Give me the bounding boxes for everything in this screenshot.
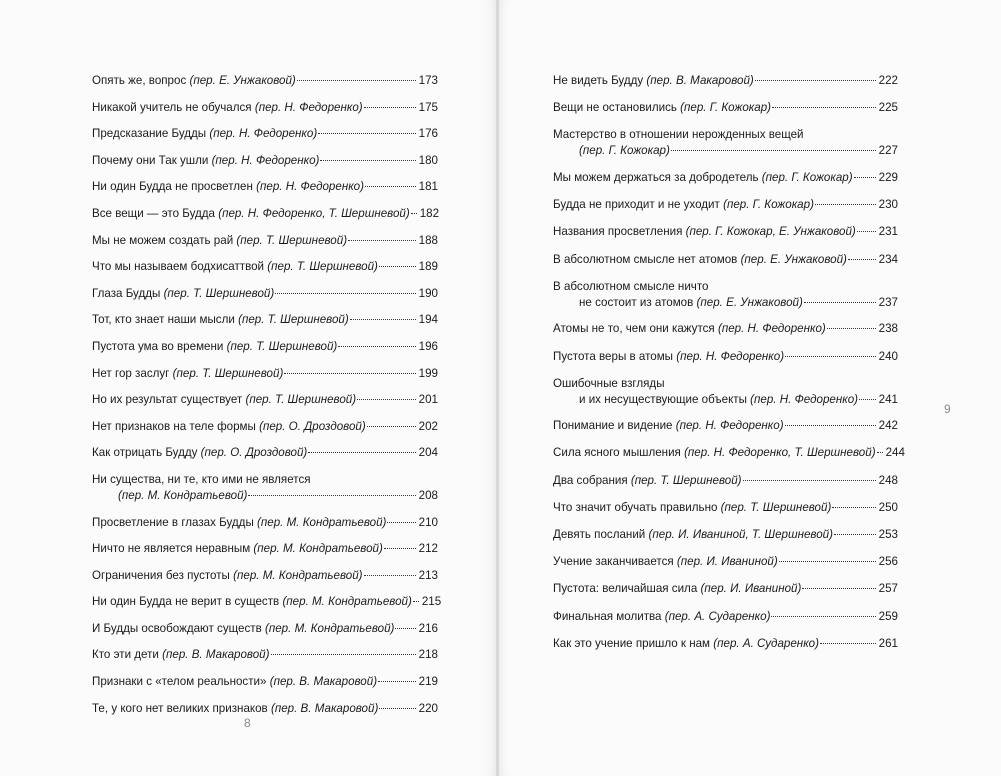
toc-entry-translator: (пер. Н. Федоренко) xyxy=(209,127,318,141)
toc-entry-leader xyxy=(364,575,416,576)
toc-entry xyxy=(92,647,438,663)
toc-entry-title: Что мы называем бодхисаттвой xyxy=(92,260,265,274)
toc-entry-translator: (пер. Н. Федоренко) xyxy=(750,392,859,406)
toc-entry-line xyxy=(553,100,898,116)
toc-entry-line xyxy=(92,312,438,328)
toc-entry-translator: (пер. Е. Унжаковой) xyxy=(189,74,296,87)
toc-entry-line xyxy=(92,153,438,169)
toc-entry-page: 175 xyxy=(418,100,438,114)
toc-entry-leader xyxy=(802,588,875,589)
toc-entry-leader xyxy=(772,107,876,108)
toc-entry-line xyxy=(92,419,438,435)
toc-entry-leader xyxy=(413,601,419,602)
toc-entry-translator: (пер. Т. Шершневой) xyxy=(226,339,338,353)
toc-entry xyxy=(92,541,438,557)
toc-entry-line xyxy=(553,418,898,434)
toc-entry-translator: (пер. И. Иваниной) xyxy=(700,582,802,596)
right-page-number: 9 xyxy=(944,402,951,416)
toc-entry-line xyxy=(553,473,898,489)
toc-entry-title: Ни один Будда не просветлен xyxy=(92,180,253,194)
toc-entry-title: Опять же, вопрос xyxy=(92,74,187,87)
toc-entry-title: Понимание и видение xyxy=(553,419,673,433)
toc-entry xyxy=(92,73,438,89)
toc-entry-title: Все вещи — это Будда xyxy=(92,206,215,220)
toc-entry-line xyxy=(553,197,898,213)
toc-entry-title: И Будды освобождают существ xyxy=(92,621,262,635)
toc-entry-page: 227 xyxy=(878,144,898,158)
toc-entry xyxy=(553,349,898,365)
toc-entry xyxy=(92,153,438,169)
toc-entry xyxy=(92,674,438,690)
toc-entry-line xyxy=(553,224,898,240)
toc-entry-page: 231 xyxy=(878,225,898,239)
toc-entry-title: Нет гор заслуг xyxy=(92,366,170,380)
toc-entry-leader xyxy=(379,708,415,709)
toc-entry-page: 176 xyxy=(418,127,438,141)
toc-entry xyxy=(92,568,438,584)
toc-entry-leader xyxy=(848,259,876,260)
toc-entry-title: Пустота: величайшая сила xyxy=(553,582,698,596)
toc-entry-title: Как отрицать Будду xyxy=(92,446,198,460)
toc-entry-page: 202 xyxy=(418,419,438,433)
toc-entry-translator: (пер. Т. Шершневой) xyxy=(238,313,349,327)
toc-entry-line xyxy=(553,500,898,516)
toc-entry xyxy=(92,366,438,382)
toc-entry-line xyxy=(92,515,438,531)
toc-entry-line xyxy=(92,488,438,504)
toc-entry-leader xyxy=(357,399,416,400)
toc-entry-translator: (пер. Н. Федоренко) xyxy=(717,322,826,336)
toc-entry-leader xyxy=(815,204,876,205)
toc-entry-leader xyxy=(297,80,416,81)
toc-entry-line xyxy=(553,581,898,597)
toc-entry-translator: (пер. В. Макаровой) xyxy=(270,701,379,715)
toc-entry-leader xyxy=(771,616,875,617)
toc-entry-leader xyxy=(832,507,875,508)
toc-entry xyxy=(92,621,438,637)
toc-entry-page: 222 xyxy=(878,74,898,87)
toc-entry-translator: (пер. Г. Кожокар, Е. Унжаковой) xyxy=(685,225,856,239)
toc-entry-page: 230 xyxy=(878,198,898,212)
toc-entry-translator: (пер. Г. Кожокар) xyxy=(680,101,772,115)
toc-entry-page: 259 xyxy=(878,609,898,623)
toc-entry-page: 204 xyxy=(418,446,438,460)
toc-entry xyxy=(553,636,898,652)
toc-entry-line xyxy=(553,376,898,392)
toc-entry-page: 173 xyxy=(418,74,438,87)
toc-entry-title: Ничто не является неравным xyxy=(92,542,251,556)
toc-entry xyxy=(92,339,438,355)
toc-entry xyxy=(553,376,898,408)
toc-entry-line xyxy=(553,295,898,311)
toc-entry-leader xyxy=(671,150,876,151)
toc-entry-line xyxy=(92,647,438,663)
toc-entry-page: 215 xyxy=(421,595,442,609)
toc-entry-line xyxy=(92,286,438,302)
toc-entry xyxy=(553,224,898,240)
toc-entry-title: Почему они Так ушли xyxy=(92,153,209,167)
toc-entry-line xyxy=(553,170,898,186)
toc-entry-leader xyxy=(365,186,416,187)
toc-entry-leader xyxy=(378,681,416,682)
toc-entry-translator: (пер. Г. Кожокар) xyxy=(723,198,814,212)
toc-entry-translator: (пер. И. Иваниной) xyxy=(676,555,778,569)
toc-entry-leader xyxy=(248,495,415,496)
toc-entry-title: Ни существа, ни те, кто ими не является xyxy=(92,472,311,486)
toc-entry-page: 248 xyxy=(878,473,898,487)
toc-entry-line xyxy=(553,527,898,543)
toc-entry-page: 180 xyxy=(418,153,438,167)
toc-entry-line xyxy=(92,392,438,408)
toc-entry-translator: (пер. Н. Федоренко, Т. Шершневой) xyxy=(218,206,410,220)
toc-entry-translator: (пер. Н. Федоренко) xyxy=(676,349,785,363)
toc-entry-translator: (пер. Т. Шершневой) xyxy=(630,473,742,487)
toc-entry-title: Но их результат существует xyxy=(92,393,243,407)
toc-entry-title: Ошибочные взгляды xyxy=(553,376,665,390)
toc-entry-line xyxy=(92,73,438,89)
toc-entry-page: 189 xyxy=(418,260,438,274)
toc-entry-title: Мы не можем создать рай xyxy=(92,233,234,247)
toc-entry-line xyxy=(553,73,898,89)
toc-entry-leader xyxy=(785,356,876,357)
toc-entry xyxy=(92,701,438,717)
toc-entry-line xyxy=(92,206,438,222)
toc-entry-leader xyxy=(338,346,415,347)
toc-entry-title: Атомы не то, чем они кажутся xyxy=(553,322,715,336)
toc-entry-line xyxy=(553,392,898,408)
toc-entry-translator: (пер. М. Кондратьевой) xyxy=(253,542,383,556)
toc-entry-title: Будда не приходит и не уходит xyxy=(553,198,720,212)
toc-entry-line xyxy=(553,609,898,625)
toc-entry xyxy=(92,286,438,302)
toc-entry-page: 253 xyxy=(878,528,898,542)
toc-entry xyxy=(92,472,438,504)
toc-entry-translator: (пер. О. Дроздовой) xyxy=(200,446,308,460)
toc-entry-title: Никакой учитель не обучался xyxy=(92,100,252,114)
toc-entry-title: Ни один Будда не верит в существ xyxy=(92,595,280,609)
left-page-number: 8 xyxy=(244,716,251,730)
toc-entry-title: Признаки с «телом реальности» xyxy=(92,675,267,689)
toc-entry-line xyxy=(92,701,438,717)
toc-entry xyxy=(553,554,898,570)
toc-entry-page: 196 xyxy=(418,339,438,353)
toc-entry-leader xyxy=(348,240,416,241)
toc-entry-translator: (пер. Е. Унжаковой) xyxy=(696,295,803,309)
toc-entry-leader xyxy=(350,319,416,320)
toc-entry-leader xyxy=(367,426,416,427)
toc-entry-title-continued: не состоит из атомов xyxy=(579,295,694,309)
toc-entry-leader xyxy=(379,266,416,267)
toc-entry-translator: (пер. М. Кондратьевой) xyxy=(118,488,248,502)
toc-entry-page: 241 xyxy=(878,392,898,406)
toc-entry-page: 213 xyxy=(418,568,438,582)
toc-entry-title: Вещи не остановились xyxy=(553,101,677,115)
toc-entry-line xyxy=(553,554,898,570)
toc-entry-leader xyxy=(854,177,876,178)
toc-entry-line xyxy=(553,349,898,365)
toc-entry-line xyxy=(92,541,438,557)
toc-entry-translator: (пер. Н. Федоренко, Т. Шершневой) xyxy=(684,446,876,460)
toc-entry-title: Мы можем держаться за добродетель xyxy=(553,170,759,184)
toc-entry-title: Предсказание Будды xyxy=(92,127,207,141)
left-toc-list xyxy=(92,73,442,727)
toc-entry-page: 201 xyxy=(418,393,438,407)
toc-entry-line xyxy=(92,179,438,195)
toc-entry xyxy=(553,170,898,186)
toc-entry-page: 234 xyxy=(878,252,898,266)
toc-entry-line xyxy=(92,100,438,116)
toc-entry-page: 240 xyxy=(878,349,898,363)
toc-entry-leader xyxy=(834,534,876,535)
toc-entry xyxy=(553,445,905,461)
toc-entry-translator: (пер. Н. Федоренко) xyxy=(256,180,364,194)
toc-entry-page: 242 xyxy=(878,419,898,433)
toc-entry-page: 216 xyxy=(418,621,438,635)
toc-entry-translator: (пер. Т. Шершневой) xyxy=(236,233,348,247)
toc-entry-line xyxy=(92,339,438,355)
toc-entry-page: 256 xyxy=(878,555,898,569)
toc-entry xyxy=(553,73,898,89)
toc-entry-page: 219 xyxy=(418,675,438,689)
toc-entry xyxy=(553,127,898,159)
toc-entry xyxy=(92,259,438,275)
toc-entry xyxy=(553,252,898,268)
toc-entry-line xyxy=(92,126,438,142)
toc-entry-translator: (пер. М. Кондратьевой) xyxy=(282,595,412,609)
toc-entry-page: 220 xyxy=(418,701,438,715)
toc-entry-leader xyxy=(308,452,415,453)
toc-entry-leader xyxy=(820,643,876,644)
toc-entry-page: 181 xyxy=(418,180,438,194)
toc-entry-translator: (пер. Т. Шершневой) xyxy=(163,286,275,300)
toc-entry-translator: (пер. А. Сударенко) xyxy=(713,636,819,650)
toc-entry xyxy=(553,500,898,516)
toc-entry-line xyxy=(92,366,438,382)
toc-entry-line xyxy=(92,259,438,275)
toc-entry-leader xyxy=(271,654,416,655)
toc-entry-translator: (пер. Н. Федоренко) xyxy=(211,153,320,167)
toc-entry xyxy=(553,197,898,213)
toc-entry xyxy=(553,473,898,489)
toc-entry-leader xyxy=(859,399,876,400)
toc-entry-line xyxy=(553,636,898,652)
toc-entry-title: Нет признаков на теле формы xyxy=(92,419,256,433)
toc-entry-translator: (пер. В. Макаровой) xyxy=(646,74,754,87)
toc-entry xyxy=(92,100,438,116)
toc-entry xyxy=(92,179,438,195)
toc-entry-page: 188 xyxy=(418,233,438,247)
toc-entry-translator: (пер. Т. Шершневой) xyxy=(245,393,357,407)
toc-entry-leader xyxy=(284,373,415,374)
toc-entry-translator: (пер. И. Иваниной, Т. Шершневой) xyxy=(648,528,833,542)
toc-entry-page: 212 xyxy=(418,542,438,556)
toc-entry-leader xyxy=(827,328,876,329)
toc-entry-title: Два собрания xyxy=(553,473,628,487)
toc-entry-leader xyxy=(395,628,415,629)
toc-entry-title: В абсолютном смысле нет атомов xyxy=(553,252,738,266)
toc-entry-title: Как это учение пришло к нам xyxy=(553,636,711,650)
toc-entry xyxy=(92,515,438,531)
toc-entry-leader xyxy=(743,480,876,481)
toc-entry xyxy=(92,312,438,328)
toc-entry-title: В абсолютном смысле ничто xyxy=(553,279,709,293)
toc-entry xyxy=(92,594,442,610)
toc-entry-leader xyxy=(857,231,876,232)
toc-entry-line xyxy=(92,472,438,488)
toc-entry-page: 190 xyxy=(418,286,438,300)
toc-entry xyxy=(92,392,438,408)
toc-entry xyxy=(553,418,898,434)
toc-entry-page: 218 xyxy=(418,648,438,662)
toc-entry-translator: (пер. Г. Кожокар) xyxy=(579,144,670,158)
toc-entry-leader xyxy=(320,160,415,161)
toc-entry-line xyxy=(92,233,438,249)
toc-entry-page: 261 xyxy=(878,636,898,650)
toc-entry-title: Мастерство в отношении нерожденных вещей xyxy=(553,128,804,142)
toc-entry-leader xyxy=(364,107,416,108)
toc-entry-translator: (пер. Т. Шершневой) xyxy=(172,366,284,380)
toc-entry-translator: (пер. Т. Шершневой) xyxy=(720,500,832,514)
toc-entry-translator: (пер. М. Кондратьевой) xyxy=(233,568,363,582)
toc-entry-page: 225 xyxy=(878,101,898,115)
toc-entry-line xyxy=(92,621,438,637)
toc-entry-line xyxy=(553,445,905,461)
toc-entry-line xyxy=(553,279,898,295)
toc-entry-leader xyxy=(384,548,416,549)
toc-entry-translator: (пер. М. Кондратьевой) xyxy=(264,621,395,635)
toc-entry-page: 237 xyxy=(878,295,898,309)
toc-entry-title: Тот, кто знает наши мысли xyxy=(92,313,235,327)
toc-entry xyxy=(553,321,898,337)
toc-entry-title: Пустота веры в атомы xyxy=(553,349,674,363)
toc-entry xyxy=(553,581,898,597)
toc-entry-page: 250 xyxy=(878,500,898,514)
toc-entry-title: Девять посланий xyxy=(553,528,646,542)
toc-entry-leader xyxy=(779,561,876,562)
toc-entry-title: Что значит обучать правильно xyxy=(553,500,718,514)
toc-entry-page: 208 xyxy=(418,488,438,502)
toc-entry-line xyxy=(92,445,438,461)
toc-entry xyxy=(553,100,898,116)
toc-entry-leader xyxy=(877,452,883,453)
toc-entry-line xyxy=(553,143,898,159)
toc-entry-title: Пустота ума во времени xyxy=(92,339,224,353)
toc-entry-page: 257 xyxy=(878,582,898,596)
toc-entry xyxy=(553,527,898,543)
toc-entry-page: 194 xyxy=(418,313,438,327)
toc-entry-translator: (пер. Г. Кожокар) xyxy=(761,170,853,184)
toc-entry-leader xyxy=(785,425,876,426)
toc-entry-translator: (пер. М. Кондратьевой) xyxy=(257,515,387,529)
toc-entry-title: Названия просветления xyxy=(553,225,683,239)
toc-entry xyxy=(92,126,438,142)
toc-entry-leader xyxy=(411,213,417,214)
toc-entry-leader xyxy=(318,133,415,134)
toc-entry-line xyxy=(92,674,438,690)
toc-entry-title: Кто эти дети xyxy=(92,648,159,662)
toc-entry-page: 229 xyxy=(878,170,898,184)
toc-entry-title: Учение заканчивается xyxy=(553,555,674,569)
toc-entry xyxy=(553,609,898,625)
toc-entry-page: 244 xyxy=(885,446,905,460)
toc-entry-translator: (пер. О. Дроздовой) xyxy=(259,419,366,433)
toc-entry-line xyxy=(553,321,898,337)
toc-entry-title-continued: и их несуществующие объекты xyxy=(579,392,747,406)
toc-entry xyxy=(553,279,898,311)
toc-entry-page: 238 xyxy=(878,322,898,336)
toc-entry-title: Не видеть Будду xyxy=(553,74,644,87)
toc-entry-line xyxy=(553,252,898,268)
toc-entry xyxy=(92,445,438,461)
toc-entry-page: 182 xyxy=(419,206,440,220)
toc-entry-page: 210 xyxy=(418,515,438,529)
toc-entry-leader xyxy=(275,293,415,294)
toc-entry-line xyxy=(92,568,438,584)
toc-entry-translator: (пер. В. Макаровой) xyxy=(162,648,270,662)
toc-entry-translator: (пер. Е. Унжаковой) xyxy=(740,252,847,266)
toc-entry-translator: (пер. В. Макаровой) xyxy=(269,675,378,689)
toc-entry-title: Финальная молитва xyxy=(553,609,662,623)
toc-entry-line xyxy=(553,127,898,143)
toc-entry-line xyxy=(92,594,442,610)
toc-entry-leader xyxy=(387,522,415,523)
toc-entry-translator: (пер. А. Сударенко) xyxy=(664,609,771,623)
toc-entry-title: Глаза Будды xyxy=(92,286,161,300)
toc-entry-title: Сила ясного мышления xyxy=(553,446,681,460)
toc-entry-page: 199 xyxy=(418,366,438,380)
right-toc-list xyxy=(553,73,905,663)
toc-entry-title: Просветление в глазах Будды xyxy=(92,515,254,529)
toc-entry-title: Ограничения без пустоты xyxy=(92,568,230,582)
toc-entry xyxy=(92,419,438,435)
toc-entry xyxy=(92,233,438,249)
toc-entry xyxy=(92,206,438,222)
toc-entry-leader xyxy=(804,302,876,303)
toc-entry-leader xyxy=(755,80,876,81)
toc-entry-title: Те, у кого нет великих признаков xyxy=(92,701,268,715)
toc-entry-translator: (пер. Н. Федоренко) xyxy=(254,100,363,114)
toc-entry-translator: (пер. Т. Шершневой) xyxy=(267,260,378,274)
toc-entry-translator: (пер. Н. Федоренко) xyxy=(675,419,784,433)
